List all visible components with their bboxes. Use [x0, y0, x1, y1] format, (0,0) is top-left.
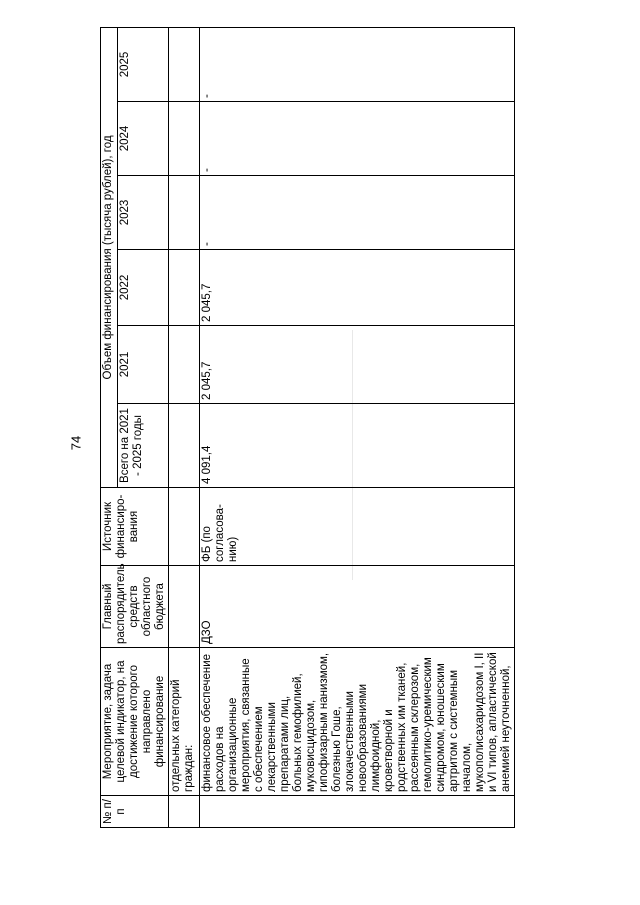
row-source-cell: ФБ (по согласова-нию)	[200, 488, 515, 566]
table-row	[200, 27, 515, 827]
row-num-cell	[200, 796, 515, 828]
header-funding-group: Объем финансирования (тысяча рублей), год	[101, 27, 118, 487]
category-2022-cell	[169, 250, 200, 326]
header-year-2022: 2022	[118, 250, 169, 326]
category-source-cell	[169, 488, 200, 566]
row-2024-cell: -	[200, 102, 515, 176]
category-2023-cell	[169, 176, 200, 250]
category-measure-cell: отдельных категорий граждан:	[169, 648, 200, 796]
row-total-cell: 4 091,4	[200, 404, 515, 488]
category-2024-cell	[169, 102, 200, 176]
category-manager-cell	[169, 566, 200, 648]
header-year-2021: 2021	[118, 326, 169, 404]
header-year-2024: 2024	[118, 102, 169, 176]
page-number-text: 74	[68, 435, 84, 451]
category-2025-cell	[169, 27, 200, 101]
row-2025-cell: -	[200, 27, 515, 101]
category-num-cell	[169, 796, 200, 828]
header-num: № п/п	[101, 796, 169, 828]
page-number	[66, 433, 86, 453]
header-year-2023: 2023	[118, 176, 169, 250]
header-total: Всего на 2021 - 2025 годы	[118, 404, 169, 488]
landscape-sheet	[100, 28, 588, 828]
category-total-cell	[169, 404, 200, 488]
header-manager: Главный распорядитель средств областного бюджета	[101, 566, 169, 648]
header-measure: Мероприятие, задача целевой индикатор, на достижение которого направлено финансирование	[101, 648, 169, 796]
category-row	[169, 27, 200, 827]
row-2023-cell: -	[200, 176, 515, 250]
row-manager-cell: ДЗО	[200, 566, 515, 648]
financing-table	[100, 27, 515, 828]
row-measure-cell: финансовое обеспечение расходов на организационные мероприятия, связанные с обеспечением лекарственными препаратами лиц, больных гемофилией, муковисцидозом, гипофизарным нанизмом, болезнью Гоше, злокачественными новообразованиями лимфоидной, кроветворной и родственных им тканей, рассеянным склерозом, гемолитико-уремическим синдромом, юношеским артритом с системным началом, мукополисахаридозом I, II и VI типов, апластической анемией неуточненной,	[200, 648, 515, 796]
rotated-table-container	[100, 28, 588, 828]
row-2021-cell: 2 045,7	[200, 326, 515, 404]
category-2021-cell	[169, 326, 200, 404]
header-year-2025: 2025	[118, 27, 169, 101]
row-2022-cell: 2 045,7	[200, 250, 515, 326]
header-source: Источник финансиро-вания	[101, 488, 169, 566]
header-row-1	[101, 27, 118, 827]
